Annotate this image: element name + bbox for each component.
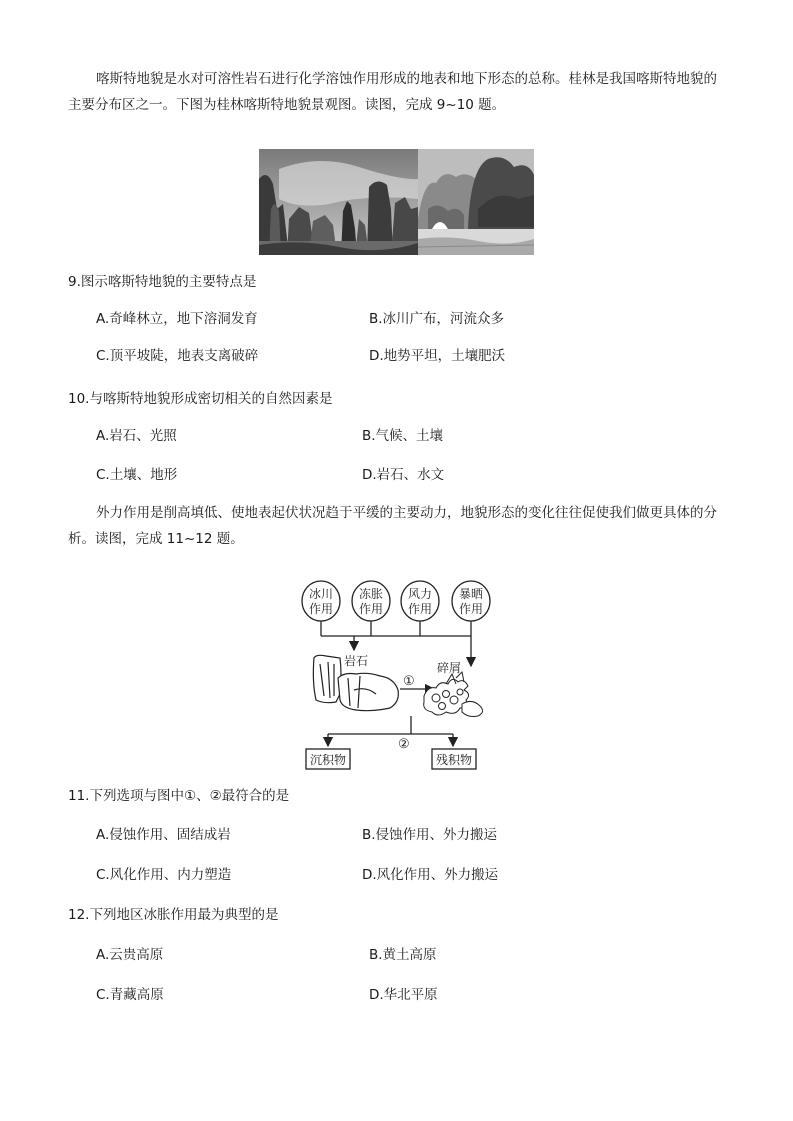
question-12-option-b[interactable]: B.黄土高原 [369,947,437,963]
question-10-stem: 10.与喀斯特地貌形成密切相关的自然因素是 [68,391,333,407]
question-11-option-d[interactable]: D.风化作用、外力搬运 [362,867,499,883]
frost-heave-circle [352,581,390,621]
residual-deposit-box [432,749,476,769]
question-11-stem: 11.下列选项与图中①、②最符合的是 [68,788,290,804]
question-9-option-c[interactable]: C.顶平坡陡，地表支离破碎 [96,348,259,364]
question-12-stem: 12.下列地区冰胀作用最为典型的是 [68,907,279,923]
question-9-stem: 9.图示喀斯特地貌的主要特点是 [68,274,257,290]
question-10-option-a[interactable]: A.岩石、光照 [96,428,177,444]
karst-stone-forest-photo [259,149,418,255]
marker-2: ② [398,737,410,752]
question-11-option-a[interactable]: A.侵蚀作用、固结成岩 [96,827,231,843]
passage-external-forces [68,500,728,552]
wind-action-circle [401,581,439,621]
wind-action-line2: 作用 [407,602,433,616]
question-12-option-a[interactable]: A.云贵高原 [96,947,164,963]
question-9-option-b[interactable]: B.冰川广布，河流众多 [369,311,505,327]
frost-heave-line1: 冻胀 [358,587,384,601]
rock-label: 岩石 [344,654,369,668]
sun-exposure-line2: 作用 [458,602,484,616]
glacier-action-circle [302,581,340,621]
question-11-option-b[interactable]: B.侵蚀作用、外力搬运 [362,827,498,843]
passage-karst-text: 喀斯特地貌是水对可溶性岩石进行化学溶蚀作用形成的地表和地下形态的总称。桂林是我国喀斯特地貌的主要分布区之一。下图为桂林喀斯特地貌景观图。读图，完成 9~10 题。 [68,71,717,113]
residual-deposit-box-label: 残积物 [435,753,473,767]
sediment-box [306,749,350,769]
question-12-option-d[interactable]: D.华北平原 [369,987,438,1003]
frost-heave-line2: 作用 [358,602,384,616]
question-10-option-d[interactable]: D.岩石、水文 [362,467,445,483]
wind-action-line1: 风力 [407,587,433,601]
sediment-box-label: 沉积物 [309,753,347,767]
question-9-option-a[interactable]: A.奇峰林立，地下溶洞发育 [96,311,258,327]
karst-river-hills-photo [418,149,534,255]
glacier-action-line1: 冰川 [308,587,334,601]
question-12-option-c[interactable]: C.青藏高原 [96,987,164,1003]
question-11-option-c[interactable]: C.风化作用、内力塑造 [96,867,232,883]
debris-illustration [424,672,483,717]
sun-exposure-line1: 暴晒 [458,587,484,601]
debris-label: 碎屑 [437,661,462,675]
sun-exposure-circle [452,581,490,621]
passage-external-forces-text: 外力作用是削高填低、使地表起伏状况趋于平缓的主要动力，地貌形态的变化往往促使我们做更具体的分析。读图，完成 11~12 题。 [68,505,717,547]
bottom-connector-lines [328,716,453,746]
glacier-action-line2: 作用 [308,602,334,616]
question-9-option-d[interactable]: D.地势平坦，土壤肥沃 [369,348,506,364]
marker-1: ① [403,674,415,689]
question-10-option-b[interactable]: B.气候、土壤 [362,428,444,444]
passage-karst [68,66,728,118]
question-10-option-c[interactable]: C.土壤、地形 [96,467,178,483]
weathering-process-diagram [296,578,501,776]
